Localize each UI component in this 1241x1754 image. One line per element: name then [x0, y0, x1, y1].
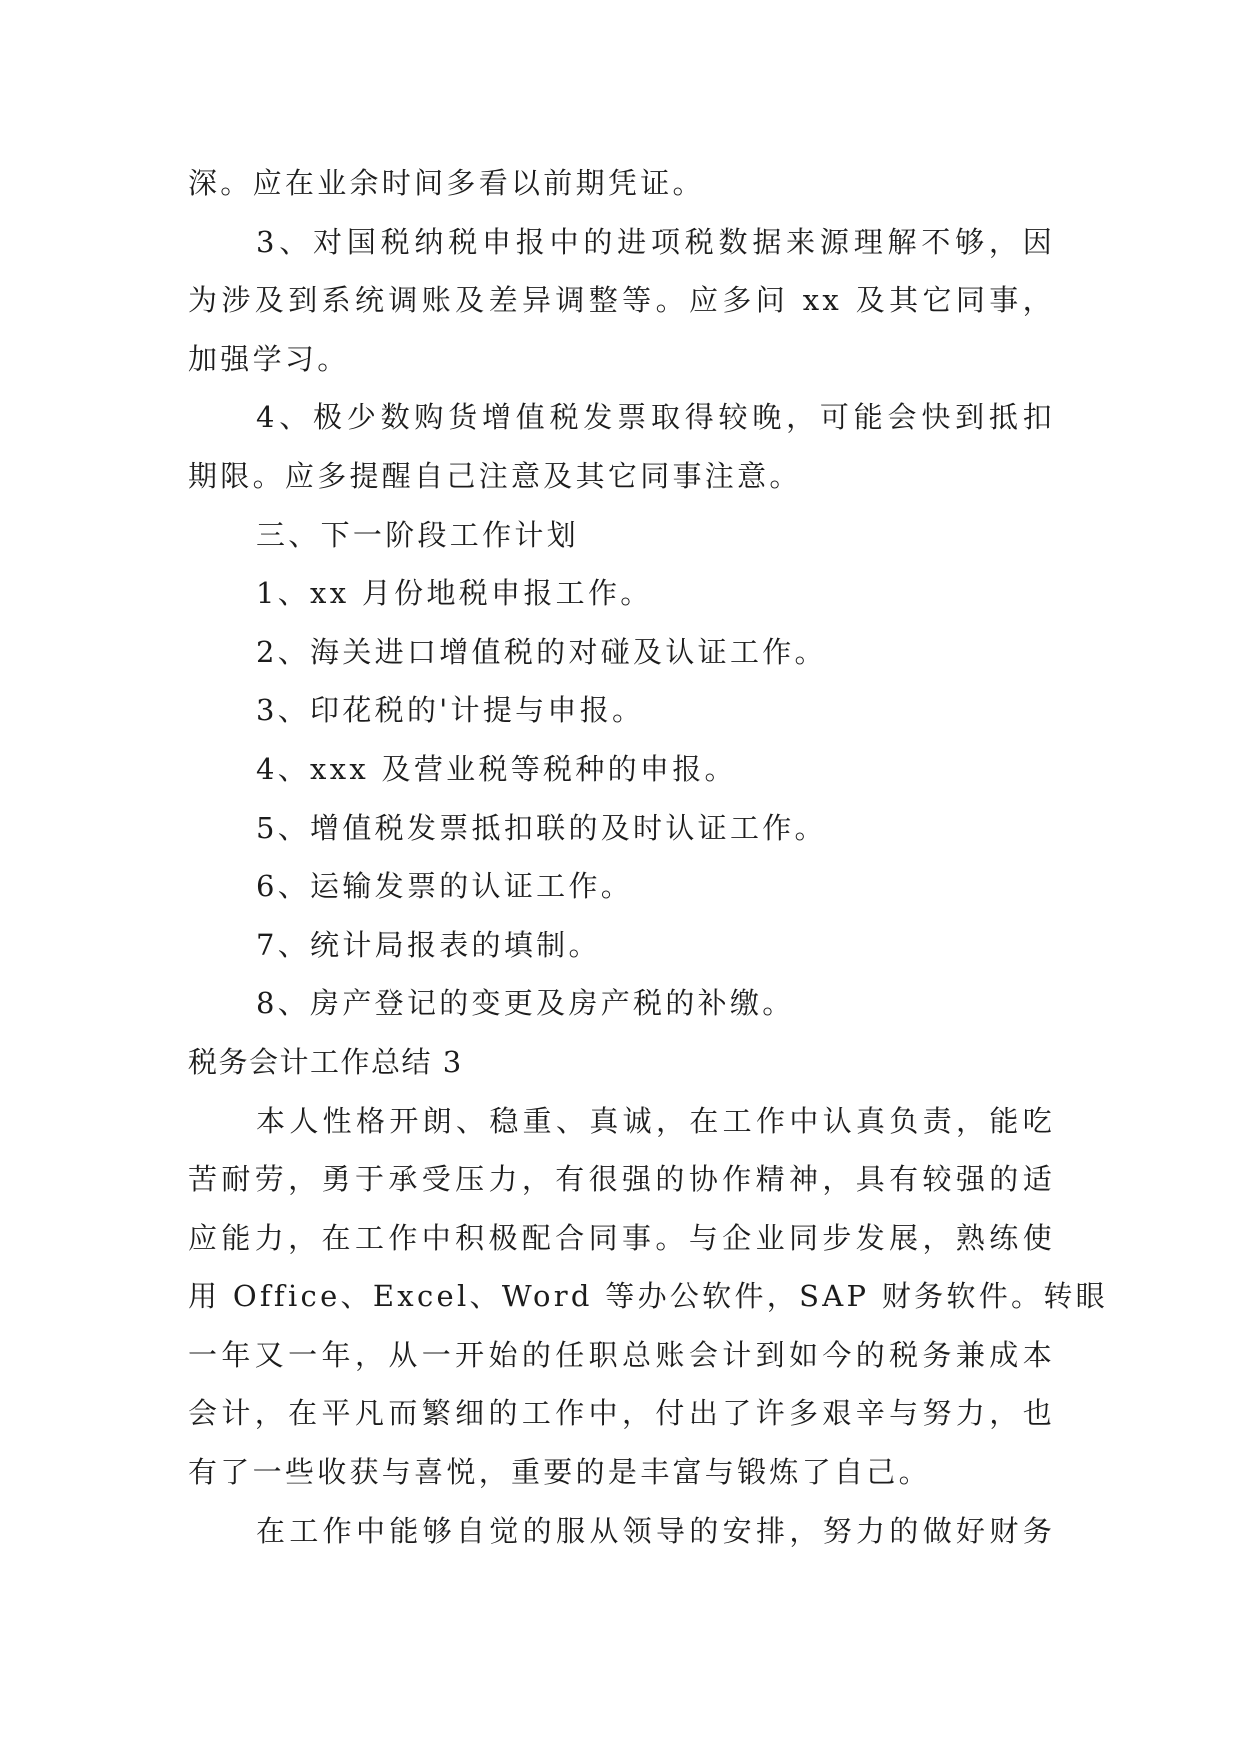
paragraph-line: 有了一些收获与喜悦，重要的是丰富与锻炼了自己。 [188, 1455, 931, 1490]
plan-item: 7、统计局报表的填制。 [256, 927, 601, 962]
plan-item: 3、印花税的'计提与申报。 [256, 693, 645, 728]
paragraph-line: 在工作中能够自觉的服从领导的安排，努力的做好财务 [256, 1513, 1055, 1548]
plan-item: 2、海关进口增值税的对碰及认证工作。 [256, 634, 827, 669]
paragraph-line: 为涉及到系统调账及差异调整等。应多问 xx 及其它同事， [188, 283, 1055, 318]
paragraph-line: 3、对国税纳税申报中的进项税数据来源理解不够，因 [256, 224, 1055, 259]
plan-item: 1、xx 月份地税申报工作。 [256, 576, 653, 611]
paragraph-line: 本人性格开朗、稳重、真诚，在工作中认真负责，能吃 [256, 1103, 1055, 1138]
plan-item: 4、xxx 及营业税等税种的申报。 [256, 751, 737, 786]
paragraph-line: 加强学习。 [188, 341, 350, 376]
paragraph-line: 会计，在平凡而繁细的工作中，付出了许多艰辛与努力，也 [188, 1396, 1055, 1431]
paragraph-line: 一年又一年，从一开始的任职总账会计到如今的税务兼成本 [188, 1337, 1055, 1372]
paragraph-line: 应能力，在工作中积极配合同事。与企业同步发展，熟练使 [188, 1220, 1055, 1255]
paragraph-line: 苦耐劳，勇于承受压力，有很强的协作精神，具有较强的适 [188, 1162, 1055, 1197]
paragraph-line: 期限。应多提醒自己注意及其它同事注意。 [188, 458, 802, 493]
paragraph-line: 4、极少数购货增值税发票取得较晚，可能会快到抵扣 [256, 400, 1055, 435]
plan-heading: 三、下一阶段工作计划 [256, 517, 580, 552]
plan-item: 8、房产登记的变更及房产税的补缴。 [256, 986, 795, 1021]
paragraph-line: 深。应在业余时间多看以前期凭证。 [188, 166, 705, 200]
plan-item: 5、增值税发票抵扣联的及时认证工作。 [256, 810, 827, 845]
plan-item: 6、运输发票的认证工作。 [256, 869, 634, 904]
document-body [188, 154, 1108, 1560]
paragraph-line: 用 Office、Excel、Word 等办公软件，SAP 财务软件。转眼 [188, 1279, 1108, 1314]
section-title: 税务会计工作总结 3 [188, 1044, 463, 1079]
